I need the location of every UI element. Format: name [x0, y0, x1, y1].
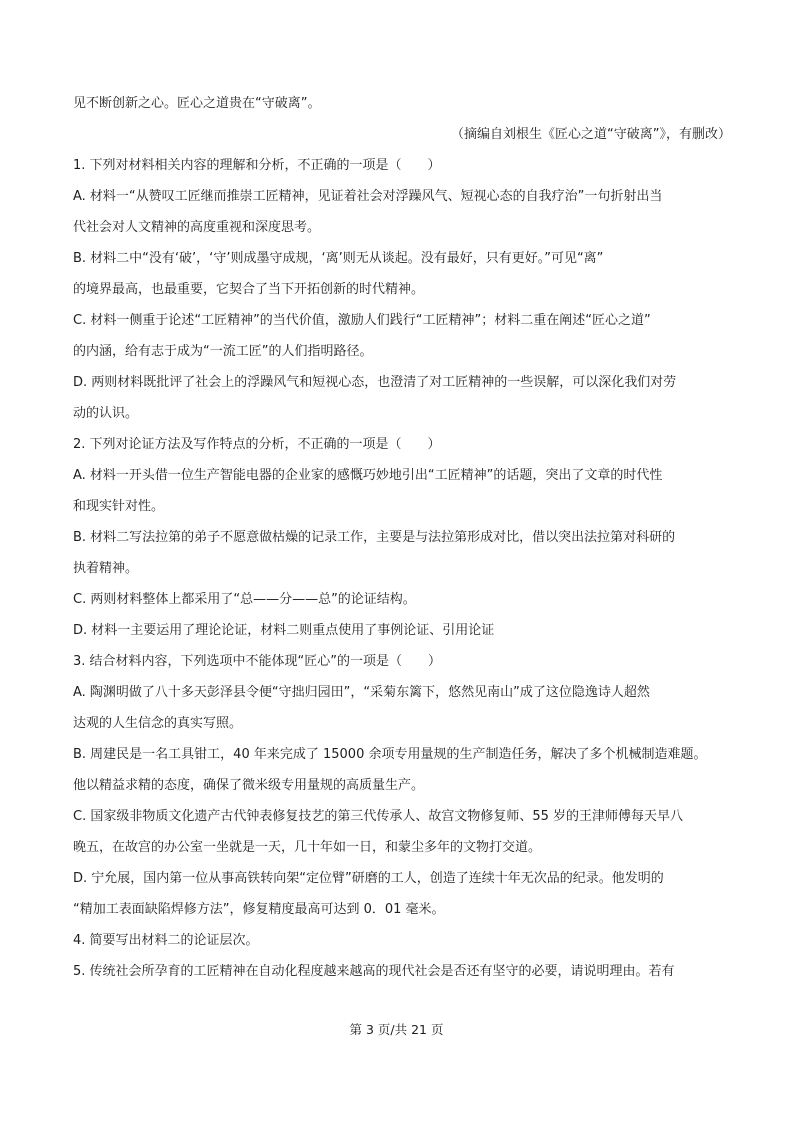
question-1-option-b-cont: 的境界最高，也最重要，它契合了当下开拓创新的时代精神。	[73, 282, 425, 297]
question-3-option-d: D. 宁允展，国内第一位从事高铁转向架“定位臂”研磨的工人，创造了连续十年无次品的纪录。他发明的	[73, 871, 664, 886]
question-3-option-a-cont: 达观的人生信念的真实写照。	[73, 716, 243, 731]
question-3-option-b-cont: 他以精益求精的态度，确保了微米级专用量规的高质量生产。	[73, 778, 425, 793]
question-3-option-d-cont: “精加工表面缺陷焊修方法”，修复精度最高可达到 0．01 毫米。	[73, 902, 445, 917]
question-3-stem: 3. 结合材料内容，下列选项中不能体现“匠心”的一项是（ ）	[73, 654, 442, 669]
question-2-option-a: A. 材料一开头借一位生产智能电器的企业家的感慨巧妙地引出“工匠精神”的话题，突出了文章的时代性	[73, 468, 663, 483]
question-1-option-d-cont: 动的认识。	[73, 406, 139, 421]
question-1-option-c: C. 材料一侧重于论述“工匠精神”的当代价值，激励人们践行“工匠精神”；材料二重在阐述“匠心之道”	[73, 313, 651, 328]
question-2-option-b: B. 材料二写法拉第的弟子不愿意做枯燥的记录工作，主要是与法拉第形成对比，借以突出法拉第对科研的	[73, 530, 676, 545]
question-1-option-a: A. 材料一“从赞叹工匠继而推崇工匠精神，见证着社会对浮躁风气、短视心态的自我疗治”一句折射出当	[73, 189, 663, 204]
source-citation: （摘编自刘根生《匠心之道“守破离”》，有删改）	[451, 127, 731, 142]
question-3-option-b: B. 周建民是一名工具钳工，40 年来完成了 15000 余项专用量规的生产制造任务，解决了多个机械制造难题。	[73, 747, 707, 762]
question-1-option-a-cont: 代社会对人文精神的高度重视和深度思考。	[73, 220, 321, 235]
question-1-option-d: D. 两则材料既批评了社会上的浮躁风气和短视心态，也澄清了对工匠精神的一些误解，可以深化我们对劳	[73, 375, 677, 390]
question-3-option-c-cont: 晚五，在故宫的办公室一坐就是一天，几十年如一日，和蒙尘多年的文物打交道。	[73, 840, 542, 855]
question-4-stem: 4. 简要写出材料二的论证层次。	[73, 933, 259, 948]
question-1-stem: 1. 下列对材料相关内容的理解和分析，不正确的一项是（ ）	[73, 158, 441, 173]
question-2-option-a-cont: 和现实针对性。	[73, 499, 165, 514]
document-body	[73, 88, 733, 987]
question-1-option-b: B. 材料二中“没有‘破’，‘守’则成墨守成规，‘离’则无从谈起。没有最好，只有更好。”可见“离”	[73, 251, 604, 266]
question-3-option-c: C. 国家级非物质文化遗产古代钟表修复技艺的第三代传承人、故宫文物修复师、55 岁的王津师傅每天早八	[73, 809, 684, 824]
question-2-option-c: C. 两则材料整体上都采用了“总——分——总”的论证结构。	[73, 592, 416, 607]
page-footer: 第 3 页/共 21 页	[349, 1022, 444, 1037]
question-2-stem: 2. 下列对论证方法及写作特点的分析，不正确的一项是（ ）	[73, 437, 441, 452]
question-2-option-d: D. 材料一主要运用了理论论证，材料二则重点使用了事例论证、引用论证	[73, 623, 495, 638]
question-1-option-c-cont: 的内涵，给有志于成为“一流工匠”的人们指明路径。	[73, 344, 373, 359]
question-5-stem: 5. 传统社会所孕育的工匠精神在自动化程度越来越高的现代社会是否还有坚守的必要，请说明理由。若有	[73, 964, 675, 979]
intro-line: 见不断创新之心。匠心之道贵在“守破离”。	[73, 96, 321, 111]
question-2-option-b-cont: 执着精神。	[73, 561, 139, 576]
question-3-option-a: A. 陶渊明做了八十多天彭泽县令便“守拙归园田”，“采菊东篱下，悠然见南山”成了这位隐逸诗人超然	[73, 685, 650, 700]
